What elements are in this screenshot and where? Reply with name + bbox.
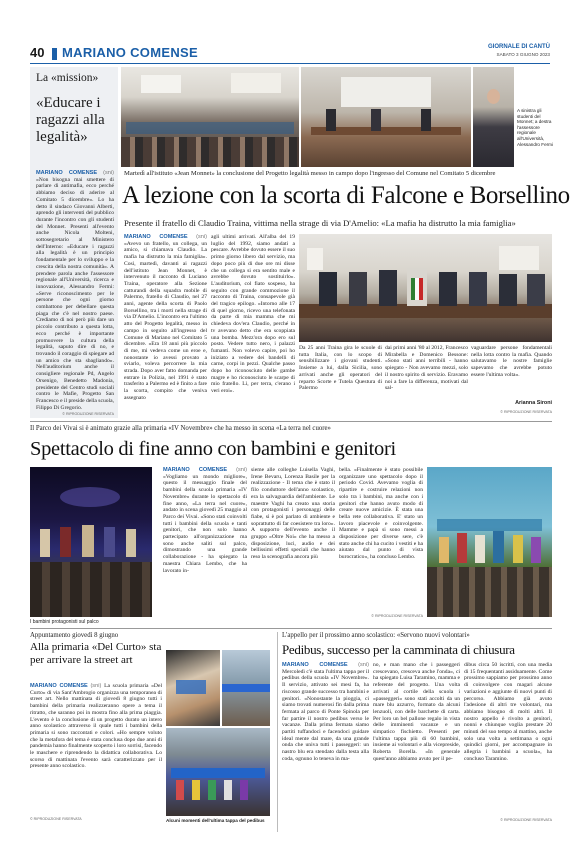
br-copyright: © RIPRODUZIONE RISERVATA — [500, 818, 552, 822]
mid-byline-loc: (sni) — [236, 467, 247, 473]
bl-byline: MARIANO COMENSE — [30, 683, 88, 689]
main-copyright: © RIPRODUZIONE RISERVATA — [500, 410, 552, 414]
mid-col-1-text: «Vogliamo un mondo migliore», questo il messaggio finale del bambini della scuola primaria «IV Novembre» durante lo spettacolo di fine anno, «La terra nel cuore», andato in scena giovedì 25 maggio al Parco dei Vivai. «Sono stati coinvolti tutti i bambini della scuola e tanti genitori, che non solo hanno partecipato all'organizzazione ma sono anche saliti sul palco, dimostrando una grande collaborazione - ha spiegato la maestra Chiara Lembo, che ha lavorato in- — [163, 473, 247, 574]
mid-kicker: Il Parco dei Vivai si è animato grazie alla primaria «IV Novembre» che ha messo in scena «La terra nel cuore» — [30, 425, 331, 432]
bl-copyright: © RIPRODUZIONE RISERVATA — [30, 817, 82, 821]
sidebar-copyright: © RIPRODUZIONE RISERVATA — [62, 412, 114, 416]
header-rule — [30, 63, 550, 64]
top-photo-caption: A sinistra gli studenti del Monnet; a destra l'assessore regionale all'Università, Alessandro Fermi — [517, 108, 553, 147]
main-col-3: Da 25 anni Traina gira le scuole di tutta Italia, con lo scopo di sensibilizzare i giovani studenti. Insieme a lui, dalla Sicilia, sono arrivati anche gli operatori del reparto Scorte e Tutela Questura di Palermo — [299, 345, 382, 392]
mid-photo-caption: I bambini protagonisti sul palco — [30, 619, 99, 625]
br-col-2: no, e man mano che i passeggeri crescevano, cresceva anche l'onda», ci ha spiegato Luisa Taramino, mamma e referente del progetto. Una volta arrivati al cortile della scuola i «passeggeri» sono stati accolti da un mare blu azzurro, formato da alcuni lenzuoli, con delle barchette di carta. Per loro un bel pallone regalo in vista delle imminenti vacanze e un simpatico fischietto. Presenti per l'ultima tappa più di 60 bambini, insieme ai volontari e alla vicepreside, Roberta Borella. «In generale quest'anno abbiamo avuto per il pe- — [373, 662, 460, 762]
main-subtitle: Presente il fratello di Claudio Traina, vittima nella strage di via D'Amelio: «La mafia ha distrutto la mia famiglia» — [124, 218, 516, 228]
bl-byline-loc: (sni) — [90, 683, 105, 689]
bl-body — [30, 683, 162, 813]
br-byline: MARIANO COMENSE — [282, 662, 348, 668]
main-col-1-text: «Avevo un fratello, un collega, un amico, si chiamava Claudio. La mafia ha distrutto la mia famiglia». Così, martedì, davanti ai ragazzi dell'istituto Jean Monnet, è intervenuto il racconto di Luciano Traina, operatore alla Sezione catturandi della squadra mobile di Palermo, fratello di Claudio, nel 27 anni, agente della scorta di Paolo Borsellino, tra i morti nella strage di via D'Amelio. L'incontro era l'ultimo atto del Progetto legalità, messo in campo in seguito all'ingresso del Comune di Mariano nel Comitato 5 dicembre. «Era 18 anni più piccolo di me, mi vedeva come un eroe e, nonostante io avessi provato a sviarlo, voleva percorrere la mia strada. Dopo aver fatto domanda per entrare in Polizia, nel 1991 è stato trasferito a Palermo ed è finito a fare la scorta, compito che veniva assegnato — [124, 240, 207, 401]
paper-name: GIORNALE DI CANTÙ — [488, 44, 550, 50]
photo-pedibus-group — [166, 728, 270, 816]
br-col-1 — [282, 662, 369, 824]
photo-students-auditorium — [121, 67, 299, 167]
br-kicker: L'appello per il prossimo anno scolastico: «Servono nuovi volontari» — [282, 632, 470, 639]
mid-col-3: bella. «Finalmente è stato possibile organizzare uno spettacolo dopo il periodo Covid. Avevamo voglia di ripartire e costruire relazioni non solo tra i bambini, ma anche con i genitori che hanno avuto modo di creare nuove amicizie. È stata una bella rete collaborativa. E' stato un lavoro piacevole e coinvolgente. Mamme e papà si sono messi a disposizione per diverse sere, c'è stato anche chi ha cucito i vestiti e ha aiutato dal punto di vista burocratico», ha concluso Lembo. — [339, 467, 423, 561]
rule-bottom-split — [277, 632, 278, 832]
rule-main-mid — [30, 421, 552, 422]
br-byline-loc: (sni) — [358, 662, 369, 668]
bl-text: La scuola primaria «Del Curto» di via Sant'Ambrogio organizza una temporanea di street art. Nello mattinata di giovedì 8 giugno tutti i bambini della primaria realizzeranno opere a tema il ritratto, che saranno poi in mostra fino alla prima piaggia. L'evento è la conclusione di un progetto durato un intero anno scolastico attraverso il quale tutti i bambini della primaria si sono raccontati e colori. «Ho sempre voluto che la metafora del tema è stata conclusa dopo due anni di pandemia hanno finalmente scoperto i loro sorrisi, facendo le maschere e riprendendo la didattica collaborativa. Lo scorso di mattinata l'evento sarà caratterizzato per il presente anno scolastico. — [30, 683, 162, 770]
mid-byline: MARIANO COMENSE — [163, 467, 228, 473]
header-bar — [52, 48, 57, 60]
br-col-1-text: Mercoledì c'è stata l'ultima tappa per il pedibus della scuola «IV Novembre». Il servizio, attivato sei mesi fa, ha riscosso grande successo tra bambini e genitori. «Nonostante la pioggia, ci siamo trovati numerosi fin dalla prima fermata al parco di Ponte Spinola per far partire il nostro pedibus verso le vacanze. Dalla prima fermata siamo partiti tuffandoci e facendoci guidare ideal mente dal mare, da una grande onda che univa tutti i passeggeri: un nastro blu era stendato dalla testa alla coda, ognuno lo teneva in ma- — [282, 668, 369, 762]
page-header — [30, 44, 550, 64]
main-byline-loc: (sni) — [196, 234, 207, 240]
main-col-4: dai primi anni '80 al 2012, Francesco Mirabella e Domenico Bessone: «Sono stati anni terribili - hanno spiegato - Non avevamo mezzi, solo il nostro spirito di servizio. Eravamo noi a fare la differenza, motivati dal sal- — [385, 345, 468, 392]
photo-pedibus-ribbon — [222, 650, 270, 726]
mid-copyright: © RIPRODUZIONE RISERVATA — [371, 614, 423, 618]
main-signature: Arianna Sironi — [515, 400, 552, 406]
section-title: MARIANO COMENSE — [62, 45, 198, 60]
br-col-3: dibus circa 50 iscritti, con una media di 15 frequentanti assiduamente. Come prossimo sappiamo per prossimo anno di coinvolgere con magari alcune variazioni e aggiunte di nuovi punti di percorso. Abbiamo già avuto l'adesione di altri tre volontari, ma abbiamo bisogno di molti altri. Il nostro appello è rivolto a genitori, nonni e chiunque voglia prestare 20 minuti del suo tempo al mattino, anche solo una volta a settimana o ogni quindici giorni, per accompagnare in allegria i bambini a scuola», ha concluso Taramino. — [464, 662, 552, 762]
main-byline: MARIANO COMENSE — [124, 234, 188, 240]
br-title: Pedibus, successo per la camminata di chiusura — [282, 642, 515, 657]
mid-col-1 — [163, 467, 247, 621]
paper-date: SABATO 3 GIUGNO 2023 — [496, 52, 550, 57]
sidebar-title: «Educare i ragazzi alla legalità» — [36, 95, 105, 145]
photo-children-stage — [30, 467, 152, 617]
bl-title: Alla primaria «Del Curto» sta per arrivare la street art — [30, 641, 162, 666]
photo-assessore-fermi — [473, 67, 514, 167]
sidebar-text: «Non bisogna mai smettere di parlare di antimafia, ecco perché abbiamo deciso di aderire al Comitato 5 dicembre». Lo ha detto il sindaco Giovanni Alberti, aprendo gli interventi del pubblico durante l'incontro con gli studenti del Monnet. Presenti all'evento anche Nicola Molteni, sottosegretario al Ministero dell'Interno: «Educare i ragazzi alla legalità è un principio fondamentale per lo sviluppo e la crescita della nostra comunità». A prendere parola anche l'assessore regionale all'Università, ricerca e innovazione, Alessandro Fermi: «Serve riconoscimento per le persone che ogni giorno combattono per debellare questa piaga che c'è nel nostro paese. Crediamo di noi però più dare un piccolo contributo a questa lotta, ecco perché è importante promuovere la cultura della legalità, saputo dire di no, e trovando il coraggio di spiegare ad un amico che sta sbagliando». Nell'auditorium anche il consigliere regionale Pd, Angelo Orsenigo, Benedetto Madonia, presidente del Centro studi sociali contro le Mafie, Progetto San Francesco e il preside della scuola, Filippo Di Gregorio. — [36, 176, 114, 410]
bl-kicker: Appuntamento giovedì 8 giugno — [30, 632, 119, 639]
sidebar-byline: MARIANO COMENSE — [36, 170, 98, 176]
main-col-5: vaguardare persone fondamentali nella lotta contro la mafia. Quando salutavamo le nostre famiglie sapevamo che avrebbe potuto essere l'ultima volta». — [471, 345, 552, 378]
sidebar-byline-loc: (sni) — [103, 170, 114, 176]
sidebar-kicker: La «mission» — [36, 72, 99, 84]
photo-stage-speakers — [301, 67, 471, 167]
sidebar-body — [36, 170, 114, 410]
photo-stage-performance — [427, 467, 552, 617]
main-title: A lezione con la scorta di Falcone e Borsellino — [122, 182, 570, 209]
mid-col-2: sieme alle colleghe Luisella Vaghi, Irene Bevaru, Lorenza Basile per la realizzazione - Il tema che è stato il filo conduttore dell'anno scolastico, era la salvaguardia dell'ambiente. Le maestre Vaghi ha creato una storia con protagonisti i personaggi delle fiabe, sì è poi parlato di ambiente e soprattutto di far coesistere tra loro». A supporto dell'evento anche il gruppo «Oltre Noi» che ha messo a disposizione, luci, audio e dei bellissimi effetti speciali che hanno reso la scenografia ancora più — [251, 467, 335, 561]
main-kicker: Martedì all'istituto «Jean Monnet» la conclusione del Progetto legalità messo in campo dopo l'ingresso del Comune nel Comitato 5 dicembre — [124, 170, 496, 177]
page-number: 40 — [30, 45, 45, 60]
bl-photo-caption: Alcuni momenti dell'ultima tappa del pedibus — [166, 818, 265, 823]
main-col-1 — [124, 234, 207, 420]
mid-title: Spettacolo di fine anno con bambini e genitori — [30, 438, 396, 460]
main-col-2: agli ultimi arrivati. All'alba del 19 luglio del 1992, siamo andati a pescare. Avrebbe dovuto essere il suo primo giorno libero dal servizio, ma dopo poco più di due ore mi disse che un collega si era sentito male e avrebbe dovuto sostituirlo». L'auditorium, col fiato sospeso, ha seguito con grande commozione il racconto di Traina, consapevole già del tragico epilogo. «Intorno alle 17 di quel giorno, ricevo una telefonata da parte di mia mamma che mi chiedeva dov'era Claudio, perché in tv avevano detto che era scoppiata una bomba. Mezz'ora dopo ero sul posto. Vedere tutto nero, i palazzi fumanti. Non volevo capire, poi ho iniziato a vedere dei bandelli di carne, corpi in pezzi. Qualche passo dopo ho riconosciuto delle gambe magre e ho riconosciuto le scarpe di mio fratello. Lì, per terra, c'erano i veri eroi». — [211, 234, 295, 395]
rule-mid-bottom — [30, 628, 552, 629]
photo-panel-table — [299, 234, 552, 342]
photo-pedibus-hands — [166, 650, 220, 726]
